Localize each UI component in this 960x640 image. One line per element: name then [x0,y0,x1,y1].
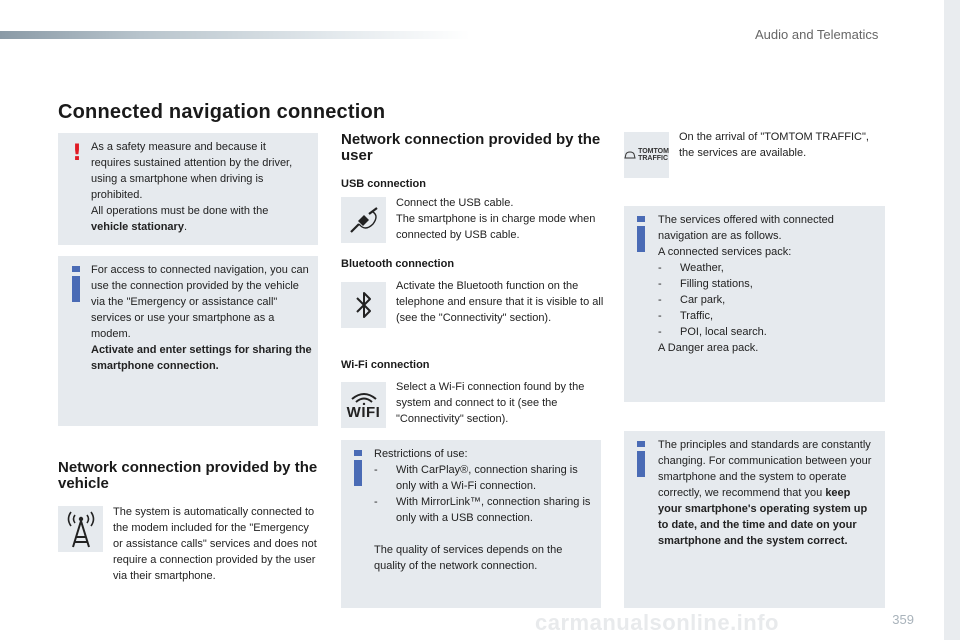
list-item: - Filling stations, [658,276,876,292]
list-item: - Car park, [658,292,876,308]
bluetooth-heading: Bluetooth connection [341,258,455,270]
user-section-heading: Network connection provided by the user [341,131,601,164]
usb-cable-icon [341,197,386,243]
antenna-icon [58,506,103,552]
page-title: Connected navigation connection [58,101,386,123]
usb-text: Connect the USB cable. The smartphone is in charge mode when connected by USB cable. [396,197,596,241]
info-icon [637,216,647,252]
page-number: 359 [892,612,914,627]
principles-box [624,431,885,608]
services-box [624,206,885,402]
vehicle-section-text: The system is automatically connected to the modem included for the "Emergency or assistance calls" services and does not require a connection provided by the user via their smartphone. [113,506,317,582]
principles-text: The principles and standards are constantly changing. For communication between your smartphone and the system to operate correctly, we recommend that you keep your smartphone's operating system up to date, and the time and date on your smartphone and the system correct. [658,439,872,547]
watermark: carmanualsonline.info [535,610,779,635]
info-access-text: For access to connected navigation, you can use the connection provided by the vehicle via the "Emergency or assistance call" services or use your smartphone as a modem. Activate and enter settings for sharing the smartphone connection. [91,264,312,372]
list-item: - With MirrorLink™, connection sharing is only with a USB connection. [374,494,592,526]
page-edge-bar [944,0,960,640]
warning-text: As a safety measure and because it requires sustained attention by the driver, using a smartphone when driving is prohibited. All operations must be done with the vehicle stationary. [91,141,293,233]
vehicle-section-heading: Network connection provided by the vehicle [58,459,318,492]
section-title: Audio and Telematics [755,27,879,42]
bluetooth-text: Activate the Bluetooth function on the telephone and ensure that it is visible to all (see the "Connectivity" section). [396,280,604,324]
info-access-box [58,256,318,426]
list-item: - With CarPlay®, connection sharing is only with a Wi-Fi connection. [374,462,592,494]
list-item: - Traffic, [658,308,876,324]
bluetooth-icon [341,282,386,328]
tomtom-text: On the arrival of "TOMTOM TRAFFIC", the services are available. [679,131,869,159]
header-accent-bar [0,31,470,39]
info-icon [72,266,82,302]
usb-heading: USB connection [341,178,426,190]
restrictions-text: Restrictions of use: - With CarPlay®, connection sharing is only with a Wi-Fi connection. - With MirrorLink™, connection sharing is only with a USB connection. The quality of services depends on the quality of the network connection. [374,446,592,574]
info-icon [354,450,364,486]
restrictions-box [341,440,601,608]
wifi-icon [341,382,386,428]
wifi-icon-label: WIFI [346,403,381,421]
info-icon [637,441,647,477]
wifi-heading: Wi-Fi connection [341,359,430,371]
list-item: - POI, local search. [658,324,876,340]
tomtom-traffic-icon: TOMTOM TRAFFIC [624,132,669,178]
services-text: The services offered with connected navigation are as follows. A connected services pack: - Weather, - Filling stations, - Car park, - Traffic, - POI, local search. A Danger area pack. [658,212,876,356]
wifi-text: Select a Wi-Fi connection found by the system and connect to it (see the "Connectivity" section). [396,381,585,425]
warning-box [58,133,318,245]
list-item: - Weather, [658,260,876,276]
exclamation-icon: ! [72,141,83,166]
